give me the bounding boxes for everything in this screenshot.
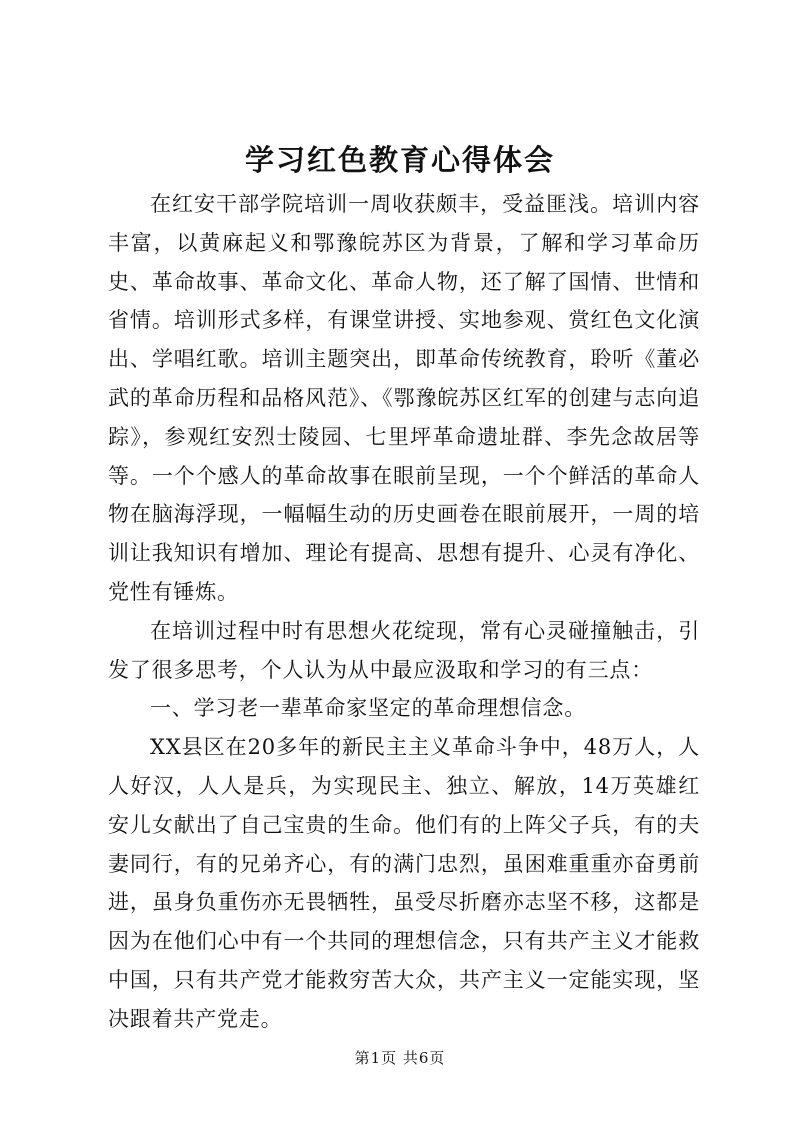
paragraph-history: XX县区在20多年的新民主主义革命斗争中，48万人，人人好汉，人人是兵，为实现民主、独立、解放，14万英雄红安儿女献出了自己宝贵的生命。他们有的上阵父子兵，有的夫妻同行，有的兄弟齐心，有的满门忠烈，虽困难重重亦奋勇前进，虽身负重伤亦无畏牺牲，虽受尽折磨亦志坚不移，这都是因为在他们心中有一个共同的理想信念，只有共产主义才能救中国，只有共产党才能救穷苦大众，共产主义一定能实现，坚决跟着共产党走。 [108,735,700,1031]
document-title: 学习红色教育心得体会 [244,143,555,177]
paragraph-intro: 在红安干部学院培训一周收获颇丰，受益匪浅。培训内容丰富，以黄麻起义和鄂豫皖苏区为背景，了解和学习革命历史、革命故事、革命文化、革命人物，还了解了国情、世情和省情。培训形式多样，有课堂讲授、实地参观、赏红色文化演出、学唱红歌。培训主题突出，即革命传统教育，聆听《董必武的革命历程和品格风范》、《鄂豫皖苏区红军的创建与志向追踪》，参观红安烈士陵园、七里坪革命遗址群、李先念故居等等。一个个感人的革命故事在眼前呈现，一个个鲜活的革命人物在脑海浮现，一幅幅生动的历史画卷在眼前展开，一周的培训让我知识有增加、理论有提高、思想有提升、心灵有净化、党性有锤炼。 [108,192,700,604]
document-body [108,185,700,1039]
paragraph-reflection: 在培训过程中时有思想火花绽现，常有心灵碰撞触击，引发了很多思考，个人认为从中最应汲取和学习的有三点： [108,618,700,682]
paragraph-heading-point-one: 一、学习老一辈革命家坚定的革命理想信念。 [150,696,586,721]
page-footer: 第1页 共6页 [354,1049,446,1067]
